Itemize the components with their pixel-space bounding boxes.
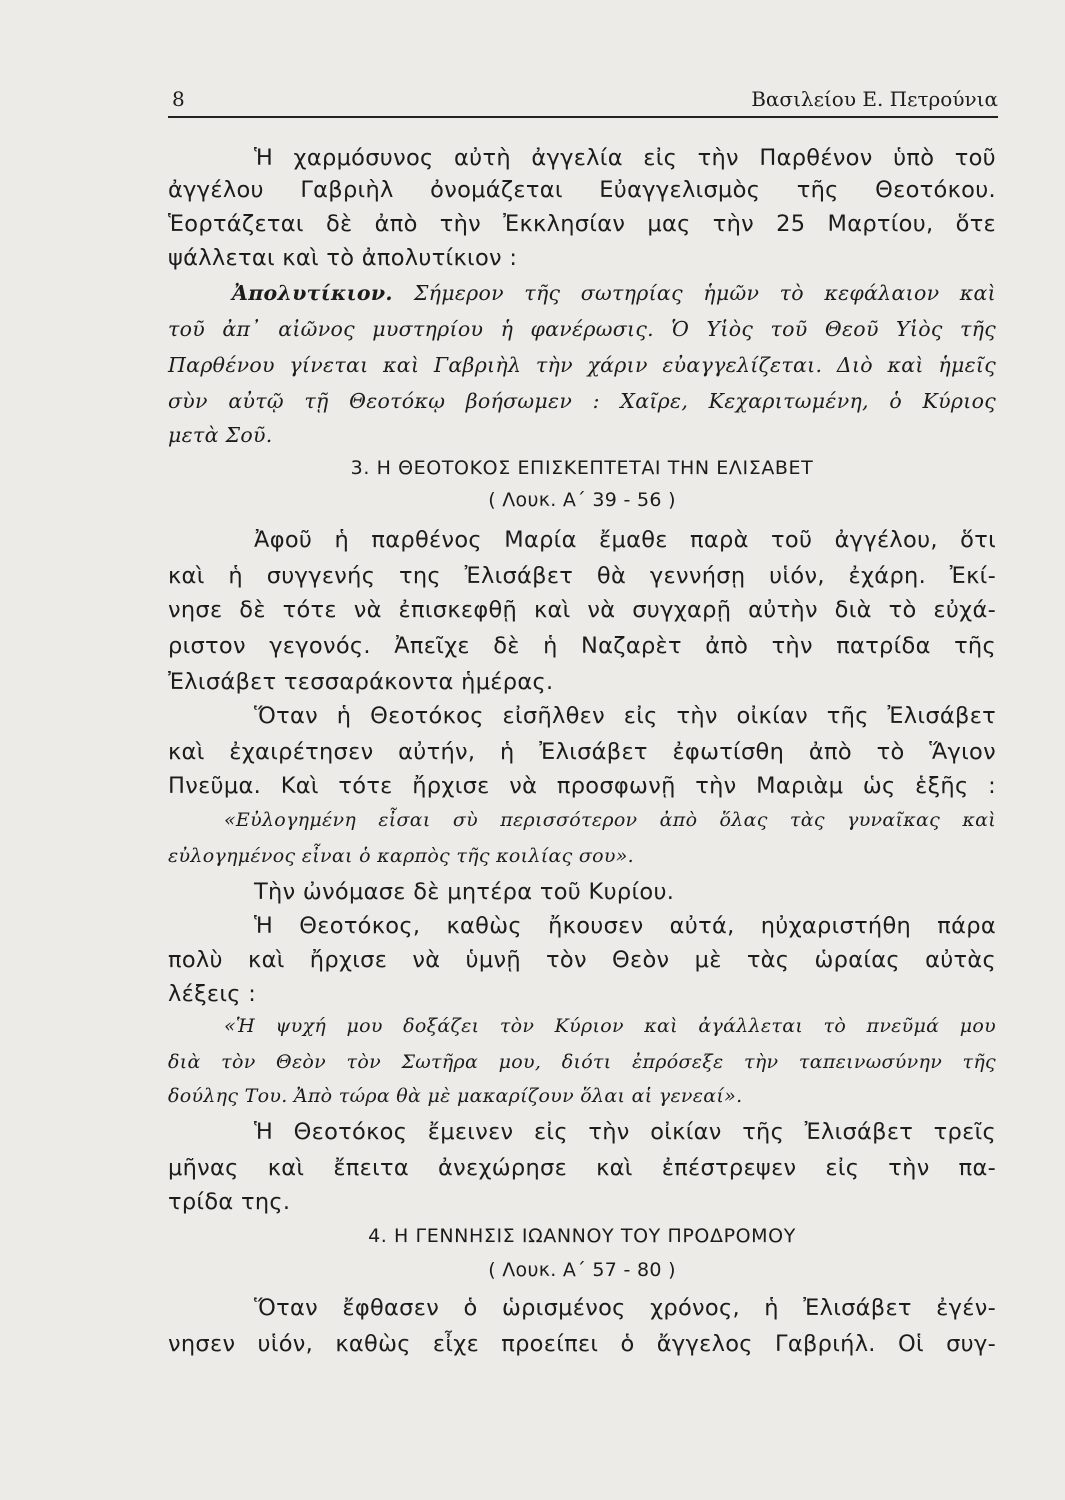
text-line	[168, 317, 996, 353]
text-line	[168, 947, 996, 983]
text-line	[254, 913, 996, 949]
line-text: «Εὐλογημένη εἶσαι σὺ περισσότερον ἀπὸ ὅλας τὰς γυναῖκας καὶ	[224, 809, 996, 831]
line-text: Ἡ Θεοτόκος ἔμεινεν εἰς τὴν οἰκίαν τῆς Ἐλισάβετ τρεῖς	[254, 1119, 996, 1145]
running-title: Βασιλείου Ε. Πετρούνια	[751, 87, 998, 111]
text-line	[168, 211, 996, 247]
page-number: 8	[172, 87, 185, 111]
line-text: Πνεῦμα. Καὶ τότε ἤρχισε νὰ προσφωνῇ τὴν Μαριὰμ ὡς ἑξῆς :	[168, 773, 996, 799]
text-line	[168, 245, 996, 281]
line-text: σὺν αὐτῷ τῇ Θεοτόκῳ βοήσωμεν : Χαῖρε, Κεχαριτωμένη, ὁ Κύριος	[168, 389, 996, 413]
line-text: Σήμερον τῆς σωτηρίας ἡμῶν τὸ κεφάλαιον καὶ	[413, 281, 996, 305]
line-text: Τὴν ὠνόμασε δὲ μητέρα τοῦ Κυρίου.	[254, 879, 675, 905]
text-line	[168, 563, 996, 599]
apolytikion-label: Ἀπολυτίκιον.	[232, 281, 414, 305]
text-line	[168, 177, 996, 213]
text-line	[168, 457, 996, 493]
text-line	[224, 1015, 996, 1051]
line-text: «Ἡ ψυχή μου δοξάζει τὸν Κύριον καὶ ἀγάλλεται τὸ πνεῦμά μου	[224, 1015, 996, 1037]
line-text: τοῦ ἀπ᾽ αἰῶνος μυστηρίου ἡ φανέρωσις. Ὁ Υἱὸς τοῦ Θεοῦ Υἱὸς τῆς	[168, 317, 996, 341]
line-text: Ὅταν ἡ Θεοτόκος εἰσῆλθεν εἰς τὴν οἰκίαν τῆς Ἐλισάβετ	[254, 703, 996, 729]
text-line	[254, 145, 996, 181]
line-text: ( Λουκ. Α΄ 57 - 80 )	[488, 1259, 676, 1281]
line-text: 4. Η ΓΕΝΝΗΣΙΣ ΙΩΑΝΝΟΥ ΤΟΥ ΠΡΟΔΡΟΜΟΥ	[368, 1225, 796, 1247]
line-text: Ἐλισάβετ τεσσαράκοντα ἡμέρας.	[168, 669, 554, 695]
text-line	[254, 703, 996, 739]
text-line	[168, 1331, 996, 1367]
line-text: μετὰ Σοῦ.	[168, 423, 273, 447]
text-line	[254, 527, 996, 563]
line-text: δούλης Του. Ἀπὸ τώρα θὰ μὲ μακαρίζουν ὅλαι αἱ γενεαί».	[168, 1085, 743, 1107]
text-line	[168, 1085, 996, 1121]
line-text: νησεν υἱόν, καθὼς εἶχε προείπει ὁ ἄγγελος Γαβριήλ. Οἱ συγ-	[168, 1331, 996, 1357]
line-text: πολὺ καὶ ἤρχισε νὰ ὑμνῇ τὸν Θεὸν μὲ τὰς ὡραίας αὐτὰς	[168, 947, 996, 973]
text-line	[254, 1119, 996, 1155]
text-line	[168, 1051, 996, 1087]
line-text: τρίδα της.	[168, 1189, 291, 1215]
line-text: εὐλογημένος εἶναι ὁ καρπὸς τῆς κοιλίας σου».	[168, 845, 634, 867]
line-text: ριστον γεγονός. Ἀπεῖχε δὲ ἡ Ναζαρὲτ ἀπὸ τὴν πατρίδα τῆς	[168, 633, 996, 659]
line-text: Ἡ χαρμόσυνος αὐτὴ ἀγγελία εἰς τὴν Παρθένον ὑπὸ τοῦ	[254, 145, 996, 171]
text-line	[168, 773, 996, 809]
text-line	[168, 633, 996, 669]
line-text: Παρθένου γίνεται καὶ Γαβριὴλ τὴν χάριν εὐαγγελίζεται. Διὸ καὶ ἡμεῖς	[168, 353, 996, 377]
line-text: Ἑορτάζεται δὲ ἀπὸ τὴν Ἐκκλησίαν μας τὴν 25 Μαρτίου, ὅτε	[168, 211, 996, 237]
text-line	[254, 1295, 996, 1331]
page-header	[168, 84, 998, 118]
text-line	[168, 489, 996, 525]
text-line	[168, 389, 996, 425]
text-line	[232, 281, 996, 317]
text-line	[168, 845, 996, 881]
line-text: 3. Η ΘΕΟΤΟΚΟΣ ΕΠΙΣΚΕΠΤΕΤΑΙ ΤΗΝ ΕΛΙΣΑΒΕΤ	[350, 457, 814, 479]
text-line	[168, 981, 996, 1017]
line-text: Ὅταν ἔφθασεν ὁ ὡρισμένος χρόνος, ἡ Ἐλισάβετ ἐγέν-	[254, 1295, 996, 1321]
text-line	[168, 353, 996, 389]
line-text: νησε δὲ τότε νὰ ἐπισκεφθῇ καὶ νὰ συγχαρῇ αὐτὴν διὰ τὸ εὐχά-	[168, 597, 996, 623]
line-text: ἀγγέλου Γαβριὴλ ὀνομάζεται Εὐαγγελισμὸς τῆς Θεοτόκου.	[168, 177, 996, 203]
text-line	[168, 739, 996, 775]
text-line	[168, 669, 996, 705]
line-text: Ἡ Θεοτόκος, καθὼς ἤκουσεν αὐτά, ηὐχαριστήθη πάρα	[254, 913, 996, 939]
text-line	[224, 809, 996, 845]
text-line	[168, 1155, 996, 1191]
line-text: λέξεις :	[168, 981, 257, 1007]
line-text: ( Λουκ. Α΄ 39 - 56 )	[488, 489, 676, 511]
text-line	[168, 1189, 996, 1225]
line-text: διὰ τὸν Θεὸν τὸν Σωτῆρα μου, διότι ἐπρόσεξε τὴν ταπεινωσύνην τῆς	[168, 1051, 996, 1073]
line-text: καὶ ἐχαιρέτησεν αὐτήν, ἡ Ἐλισάβετ ἐφωτίσθη ἀπὸ τὸ Ἅγιον	[168, 739, 996, 765]
line-text: Ἀφοῦ ἡ παρθένος Μαρία ἔμαθε παρὰ τοῦ ἀγγέλου, ὅτι	[254, 527, 996, 553]
text-line	[168, 1225, 996, 1261]
text-line	[168, 597, 996, 633]
line-text: ψάλλεται καὶ τὸ ἀπολυτίκιον :	[168, 245, 518, 271]
text-line	[168, 1259, 996, 1295]
text-line	[168, 423, 996, 459]
line-text: μῆνας καὶ ἔπειτα ἀνεχώρησε καὶ ἐπέστρεψεν εἰς τὴν πα-	[168, 1155, 996, 1181]
text-line	[254, 879, 996, 915]
line-text: καὶ ἡ συγγενής της Ἐλισάβετ θὰ γεννήσῃ υἱόν, ἐχάρη. Ἐκί-	[168, 563, 996, 589]
